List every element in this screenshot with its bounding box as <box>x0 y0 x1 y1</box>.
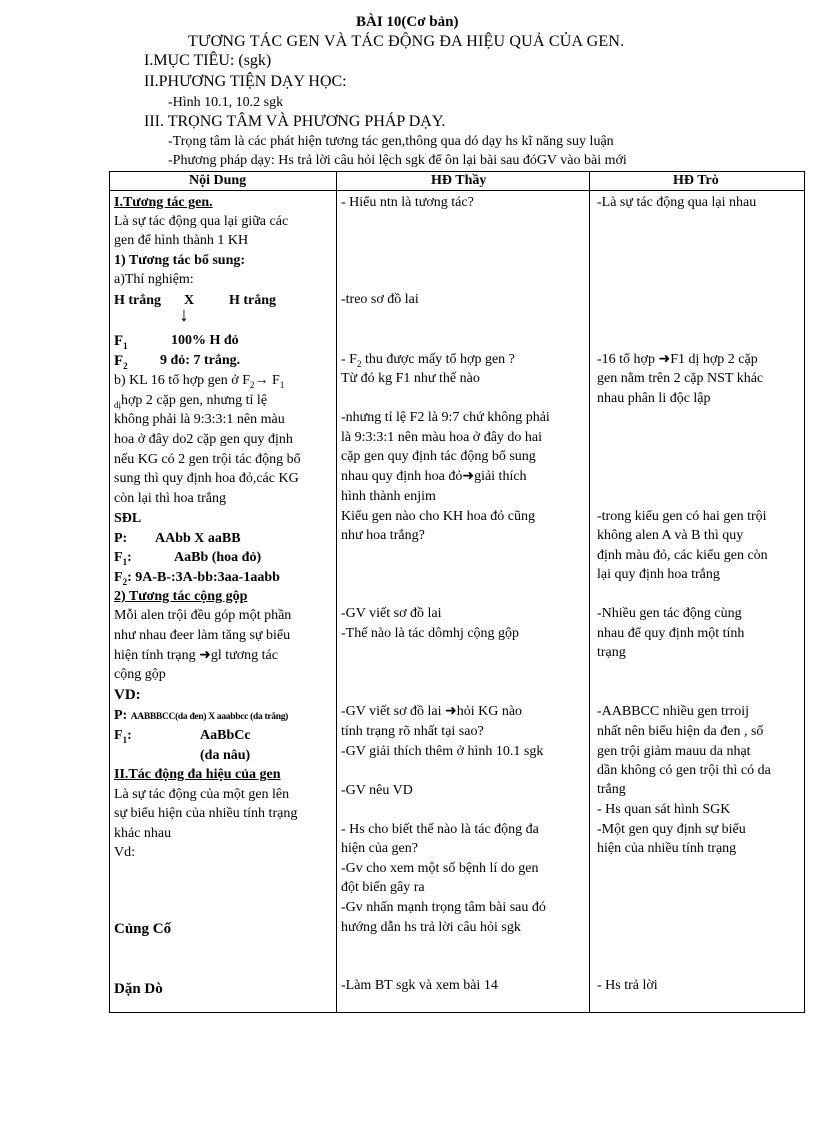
table-right-border <box>804 171 805 1013</box>
f1-genotype: AaBbCc <box>200 728 251 743</box>
student-activity: hiện của nhiều tính trạng <box>597 841 737 856</box>
right-arrow-icon: ➜ <box>444 704 457 719</box>
student-activity: F1 dị hợp 2 cặp <box>670 352 758 367</box>
table-header-border <box>109 190 805 191</box>
teacher-activity: - F <box>341 352 357 367</box>
f1-colon: : <box>127 728 132 743</box>
teacher-activity: thu được mấy tổ hợp gen ? <box>361 352 515 367</box>
additive-text: hiện tính trạng <box>114 648 200 663</box>
heading-additive: 2) Tương tác cộng gộp <box>114 589 248 604</box>
f2-ratio: : 9A-B-:3A-bb:3aa-1aabb <box>127 570 280 585</box>
student-activity: không alen A và B thì quy <box>597 528 744 543</box>
teacher-activity: là 9:3:3:1 nên màu hoa ở đây do hai <box>341 430 543 445</box>
teacher-activity: đột biến gây ra <box>341 880 425 895</box>
student-activity: trạng <box>597 645 626 660</box>
right-arrow-icon: → <box>254 373 269 388</box>
example-label: VD: <box>114 687 141 703</box>
cross-symbol: X <box>184 293 195 308</box>
student-activity: nhau để quy định một tính <box>597 626 745 641</box>
right-arrow-icon: ➜ <box>658 352 671 367</box>
heading-gene-interaction: I.Tương tác gen. <box>114 195 213 210</box>
f2-sub: 2 <box>122 576 128 587</box>
conclusion-text: không phải là 9:3:3:1 nên màu <box>114 412 285 427</box>
teacher-activity: giải thích <box>474 469 527 484</box>
f1-label: F <box>114 728 123 743</box>
lesson-number: BÀI 10(Cơ bản) <box>356 14 459 30</box>
teacher-activity: như hoa trắng? <box>341 528 425 543</box>
section-objectives: I.MỤC TIÊU: (sgk) <box>144 52 272 69</box>
cross-parent-2: H trắng <box>229 293 277 308</box>
student-activity: -trong kiểu gen có hai gen trội <box>597 509 767 524</box>
student-activity: -Là sự tác động qua lại nhau <box>597 195 757 210</box>
conclusion-text: còn lại thì hoa trắng <box>114 491 226 506</box>
f1-label: F <box>114 550 123 565</box>
p-label: P: <box>114 531 128 546</box>
student-activity: nhau phân li độc lập <box>597 391 711 406</box>
conclusion-text: hợp 2 cặp gen, nhưng tỉ lệ <box>121 393 268 408</box>
method-item: -Phương pháp dạy: Hs trả lời câu hỏi lệch sgk để ôn lại bài sau đóGV vào bài mới <box>168 153 627 168</box>
f1-label: F <box>114 333 124 349</box>
f1-sub: 1 <box>123 341 128 351</box>
conclusion-text: nếu KG có 2 gen trội tác động bổ <box>114 452 301 467</box>
additive-text: gl tương tác <box>210 648 278 663</box>
teacher-activity: -GV viết sơ đồ lai <box>341 606 442 621</box>
right-arrow-icon: ➜ <box>199 648 211 663</box>
section-focus-method: III. TRỌNG TÂM VÀ PHƯƠNG PHÁP DẠY. <box>144 113 446 130</box>
heading-consolidation: Củng Cố <box>114 921 172 937</box>
experiment-label: a)Thí nghiệm: <box>114 272 194 287</box>
teacher-activity: -Gv nhấn mạnh trọng tâm bài sau đó <box>341 900 546 915</box>
p-cross: AAbb X aaBB <box>155 531 241 546</box>
student-activity: lại quy định hoa trắng <box>597 567 720 582</box>
pleiotropy-text: khác nhau <box>114 826 172 841</box>
student-activity: nhất nên biểu hiện da đen , số <box>597 724 764 739</box>
student-activity: - Hs trả lời <box>597 978 658 993</box>
f2-sub: 2 <box>123 361 128 371</box>
f2-label: F <box>114 353 124 369</box>
student-activity: gen trội giảm mauu da nhạt <box>597 744 751 759</box>
cross-diagram-label: SĐL <box>114 511 142 526</box>
conclusion-prefix: dị <box>114 399 122 410</box>
cross-parent-1: H trắng <box>114 293 162 308</box>
student-activity: trắng <box>597 782 626 797</box>
table-col-divider-2 <box>589 171 590 1013</box>
conclusion-text: b) KL 16 tổ hợp gen ở F <box>114 373 251 388</box>
student-activity: - Hs quan sát hình SGK <box>597 802 731 817</box>
heading-complementary: 1) Tương tác bổ sung: <box>114 253 246 268</box>
teacher-activity: -Gv cho xem một số bệnh lí do gen <box>341 861 539 876</box>
header-student: HĐ Trò <box>673 173 719 188</box>
pleiotropy-text: sự biểu hiện của nhiều tính trạng <box>114 806 298 821</box>
f1-genotype: AaBb (hoa đỏ) <box>174 550 262 565</box>
teacher-activity: hỏi KG nào <box>456 704 523 719</box>
teacher-activity: hiện của gen? <box>341 841 418 856</box>
teacher-activity: - Hs cho biết thế nào là tác động đa <box>341 822 539 837</box>
f1-sub: 1 <box>122 734 128 745</box>
student-activity: -Một gen quy định sự biểu <box>597 822 746 837</box>
student-activity: -AABBCC nhiều gen trroij <box>597 704 750 719</box>
pleiotropy-text: Là sự tác động của một gen lên <box>114 787 290 802</box>
f1-phenotype: (da nâu) <box>200 748 251 763</box>
materials-item: -Hình 10.1, 10.2 sgk <box>168 95 284 110</box>
section-materials: II.PHƯƠNG TIỆN DẠY HỌC: <box>144 73 347 90</box>
conclusion-sub: 2 <box>250 379 255 390</box>
heading-pleiotropy: II.Tác động đa hiệu của gen <box>114 767 281 782</box>
table-top-border <box>109 171 805 172</box>
f2-sub: 2 <box>356 358 362 369</box>
teacher-activity: -Thế nào là tác dômhj cộng gộp <box>341 626 520 641</box>
teacher-activity: nhau quy định hoa đỏ <box>341 469 463 484</box>
teacher-activity: -nhưng tỉ lệ F2 là 9:7 chứ không phải <box>341 410 550 425</box>
additive-text: Mỗi alen trội đều góp một phần <box>114 608 292 623</box>
teacher-activity: -GV giải thích thêm ở hình 10.1 sgk <box>341 744 544 759</box>
p-cross-skin: AABBBCC(da đen) X aaabbcc (da trắng) <box>130 712 289 722</box>
conclusion-text: sung thì quy định hoa đỏ,các KG <box>114 471 299 486</box>
header-content: Nội Dung <box>189 173 247 188</box>
p-label: P: <box>114 708 128 723</box>
heading-homework: Dặn Dò <box>114 981 163 997</box>
teacher-activity: cặp gen quy định tác động bổ sung <box>341 449 536 464</box>
teacher-activity: -GV viết sơ đồ lai <box>341 704 445 719</box>
teacher-activity: -Làm BT sgk và xem bài 14 <box>341 978 498 993</box>
student-activity: -16 tổ hợp <box>597 352 659 367</box>
table-left-border <box>109 171 110 1013</box>
conclusion-text: hoa ở đây do2 cặp gen quy định <box>114 432 293 447</box>
student-activity: dần không có gen trội thì có da <box>597 763 771 778</box>
teacher-activity: hướng dẫn hs trả lời câu hỏi sgk <box>341 920 521 935</box>
focus-item: -Trọng tâm là các phát hiện tương tác gen,thông qua dó dạy hs kĩ năng suy luận <box>168 134 614 149</box>
additive-text: như nhau đeer làm tăng sự biểu <box>114 628 291 643</box>
header-teacher: HĐ Thầy <box>431 173 487 188</box>
down-arrow-icon: ↓ <box>179 304 189 326</box>
f1-colon: : <box>127 550 132 565</box>
f1-sub: 1 <box>122 556 128 567</box>
teacher-activity: tính trạng rõ nhất tại sao? <box>341 724 484 739</box>
conclusion-f1: F <box>268 373 280 388</box>
student-activity: gen nằm trên 2 cặp NST khác <box>597 371 764 386</box>
f1-result: 100% H đỏ <box>171 333 239 348</box>
table-col-divider-1 <box>336 171 337 1013</box>
lesson-title: TƯƠNG TÁC GEN VÀ TÁC ĐỘNG ĐA HIỆU QUẢ CỦA GEN. <box>188 33 625 50</box>
teacher-activity: -GV nêu VD <box>341 783 413 798</box>
student-activity: định màu đỏ, các kiểu gen còn <box>597 548 768 563</box>
teacher-activity: Kiểu gen nào cho KH hoa đỏ cũng <box>341 509 536 524</box>
additive-text: cộng gộp <box>114 667 166 682</box>
teacher-activity: Từ đó kg F1 như thế nào <box>341 371 480 386</box>
definition-line: gen để hình thành 1 KH <box>114 233 249 248</box>
table-bottom-border <box>109 1012 805 1013</box>
teacher-activity: - Hiểu ntn là tương tác? <box>341 195 474 210</box>
teacher-activity: hình thành enjim <box>341 489 436 504</box>
f2-label: F <box>114 570 123 585</box>
conclusion-sub: 1 <box>279 379 285 390</box>
definition-line: Là sự tác động qua lại giữa các <box>114 214 289 229</box>
f2-result: 9 đỏ: 7 trắng. <box>160 353 241 368</box>
student-activity: -Nhiều gen tác động cùng <box>597 606 742 621</box>
example-label: Vd: <box>114 845 135 860</box>
teacher-activity: -treo sơ đồ lai <box>341 292 419 307</box>
right-arrow-icon: ➜ <box>462 469 475 484</box>
